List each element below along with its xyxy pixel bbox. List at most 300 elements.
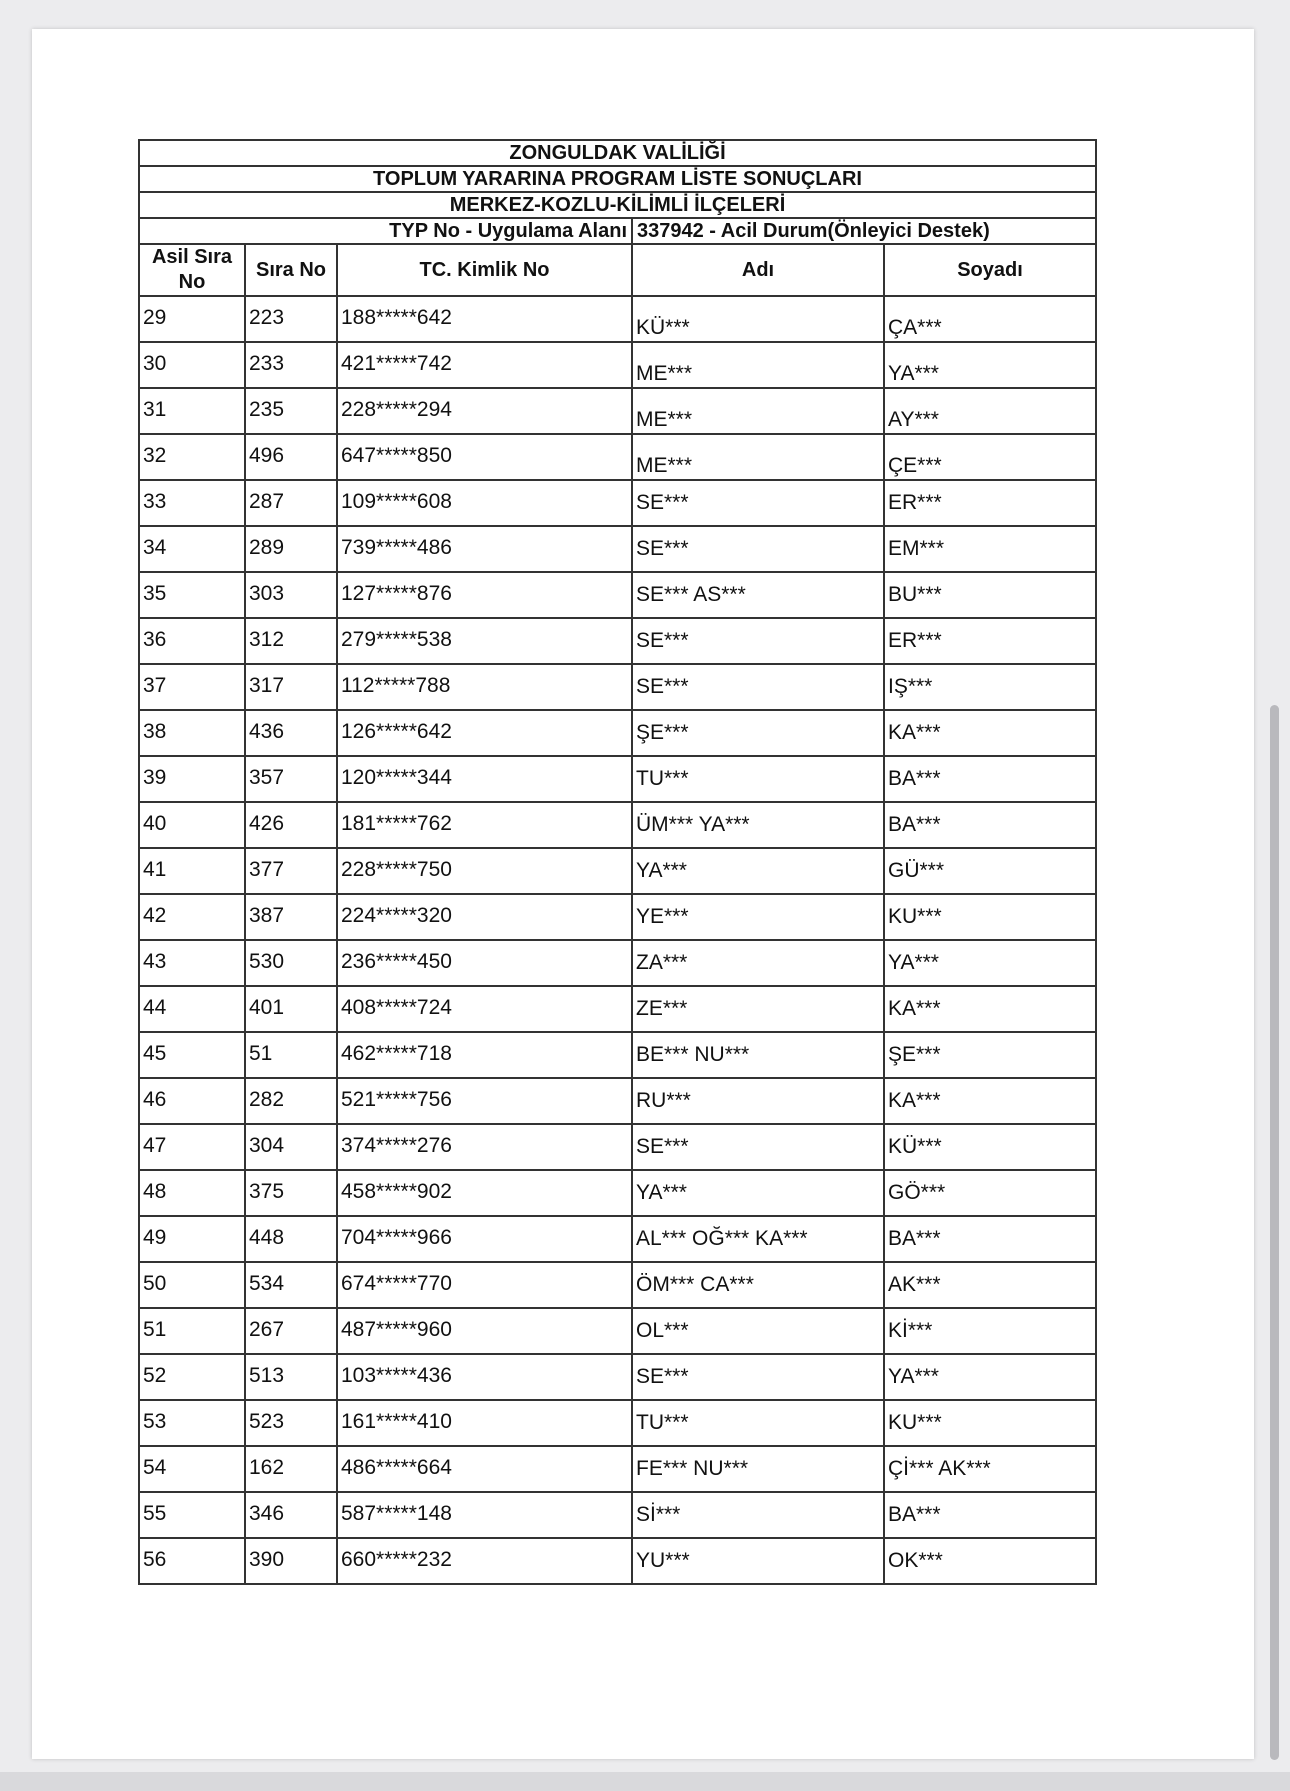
table-row — [139, 296, 1096, 342]
soyadi-cell — [884, 1308, 1096, 1354]
asil-sira-no-cell — [139, 1492, 245, 1538]
tc-kimlik-no-text: 521*****756 — [341, 1088, 452, 1111]
sira-no-text: 317 — [249, 674, 285, 697]
soyadi-cell — [884, 940, 1096, 986]
typ-value: 337942 - Acil Durum(Önleyici Destek) — [632, 218, 1096, 244]
soyadi-text: GÖ*** — [888, 1181, 946, 1204]
soyadi-cell — [884, 480, 1096, 526]
soyadi-text: BA*** — [888, 1503, 941, 1526]
adi-cell — [632, 1032, 884, 1078]
asil-sira-no-cell — [139, 342, 245, 388]
table-row — [139, 434, 1096, 480]
sira-no-cell — [245, 1032, 337, 1078]
sira-no-cell — [245, 1400, 337, 1446]
tc-kimlik-no-cell — [337, 618, 632, 664]
asil-sira-no-text: 51 — [143, 1318, 167, 1341]
asil-sira-no-cell — [139, 572, 245, 618]
tc-kimlik-no-text: 704*****966 — [341, 1226, 452, 1249]
table-row — [139, 664, 1096, 710]
tc-kimlik-no-text: 228*****750 — [341, 858, 452, 881]
tc-kimlik-no-text: 458*****902 — [341, 1180, 452, 1203]
table-row — [139, 1170, 1096, 1216]
soyadi-cell — [884, 664, 1096, 710]
tc-kimlik-no-cell — [337, 1354, 632, 1400]
adi-cell — [632, 756, 884, 802]
adi-cell — [632, 1446, 884, 1492]
adi-text: ME*** — [636, 454, 693, 477]
asil-sira-no-text: 48 — [143, 1180, 167, 1203]
soyadi-cell — [884, 1492, 1096, 1538]
soyadi-text: ŞE*** — [888, 1043, 941, 1066]
adi-cell — [632, 1308, 884, 1354]
asil-sira-no-text: 47 — [143, 1134, 167, 1157]
bottom-edge — [0, 1772, 1290, 1791]
asil-sira-no-text: 46 — [143, 1088, 167, 1111]
asil-sira-no-cell — [139, 986, 245, 1032]
asil-sira-no-cell — [139, 1216, 245, 1262]
asil-sira-no-cell — [139, 940, 245, 986]
column-header-soyadi: Soyadı — [884, 244, 1096, 296]
tc-kimlik-no-text: 647*****850 — [341, 444, 452, 467]
soyadi-cell — [884, 618, 1096, 664]
soyadi-text: KU*** — [888, 905, 942, 928]
soyadi-cell — [884, 1262, 1096, 1308]
adi-text: FE*** NU*** — [636, 1457, 749, 1480]
sira-no-cell — [245, 710, 337, 756]
sira-no-cell — [245, 894, 337, 940]
soyadi-cell — [884, 1170, 1096, 1216]
soyadi-text: KÜ*** — [888, 1135, 942, 1158]
asil-sira-no-text: 50 — [143, 1272, 167, 1295]
adi-cell — [632, 894, 884, 940]
table-row — [139, 1308, 1096, 1354]
adi-cell — [632, 664, 884, 710]
adi-text: SE*** — [636, 675, 689, 698]
column-header-tc-kimlik-no: TC. Kimlik No — [337, 244, 632, 296]
asil-sira-no-cell — [139, 1400, 245, 1446]
sira-no-text: 312 — [249, 628, 285, 651]
tc-kimlik-no-text: 462*****718 — [341, 1042, 452, 1065]
sira-no-cell — [245, 1308, 337, 1354]
tc-kimlik-no-text: 486*****664 — [341, 1456, 452, 1479]
adi-cell — [632, 526, 884, 572]
adi-text: YA*** — [636, 1181, 687, 1204]
soyadi-text: IŞ*** — [888, 675, 933, 698]
sira-no-cell — [245, 1216, 337, 1262]
sira-no-text: 496 — [249, 444, 285, 467]
tc-kimlik-no-cell — [337, 1262, 632, 1308]
sira-no-cell — [245, 986, 337, 1032]
adi-cell — [632, 1492, 884, 1538]
tc-kimlik-no-text: 660*****232 — [341, 1548, 452, 1571]
asil-sira-no-text: 35 — [143, 582, 167, 605]
soyadi-text: KA*** — [888, 721, 941, 744]
adi-cell — [632, 848, 884, 894]
tc-kimlik-no-text: 279*****538 — [341, 628, 452, 651]
adi-cell — [632, 1354, 884, 1400]
tc-kimlik-no-text: 224*****320 — [341, 904, 452, 927]
sira-no-text: 223 — [249, 306, 285, 329]
asil-sira-no-cell — [139, 710, 245, 756]
table-row — [139, 1032, 1096, 1078]
asil-sira-no-cell — [139, 802, 245, 848]
soyadi-text: YA*** — [888, 1365, 939, 1388]
column-header-adi: Adı — [632, 244, 884, 296]
table-row — [139, 526, 1096, 572]
table-row — [139, 1124, 1096, 1170]
asil-sira-no-cell — [139, 756, 245, 802]
table-row — [139, 802, 1096, 848]
sira-no-cell — [245, 388, 337, 434]
adi-text: SE*** — [636, 629, 689, 652]
adi-cell — [632, 388, 884, 434]
sira-no-cell — [245, 664, 337, 710]
tc-kimlik-no-cell — [337, 664, 632, 710]
adi-text: SE*** — [636, 1365, 689, 1388]
adi-text: ÖM*** CA*** — [636, 1273, 754, 1296]
tc-kimlik-no-cell — [337, 1216, 632, 1262]
sira-no-text: 436 — [249, 720, 285, 743]
tc-kimlik-no-text: 161*****410 — [341, 1410, 452, 1433]
tc-kimlik-no-cell — [337, 710, 632, 756]
asil-sira-no-cell — [139, 618, 245, 664]
asil-sira-no-text: 34 — [143, 536, 167, 559]
adi-text: TU*** — [636, 767, 689, 790]
adi-text: Sİ*** — [636, 1503, 681, 1526]
sira-no-text: 401 — [249, 996, 285, 1019]
sira-no-text: 303 — [249, 582, 285, 605]
adi-cell — [632, 572, 884, 618]
soyadi-cell — [884, 296, 1096, 342]
asil-sira-no-text: 49 — [143, 1226, 167, 1249]
tc-kimlik-no-cell — [337, 434, 632, 480]
soyadi-cell — [884, 1354, 1096, 1400]
soyadi-text: Kİ*** — [888, 1319, 933, 1342]
soyadi-cell — [884, 342, 1096, 388]
table-row — [139, 1400, 1096, 1446]
tc-kimlik-no-text: 374*****276 — [341, 1134, 452, 1157]
table-row — [139, 756, 1096, 802]
asil-sira-no-text: 41 — [143, 858, 167, 881]
tc-kimlik-no-text: 228*****294 — [341, 398, 452, 421]
asil-sira-no-text: 54 — [143, 1456, 167, 1479]
tc-kimlik-no-text: 109*****608 — [341, 490, 452, 513]
asil-sira-no-cell — [139, 894, 245, 940]
asil-sira-no-text: 45 — [143, 1042, 167, 1065]
soyadi-text: AY*** — [888, 408, 939, 431]
adi-text: YU*** — [636, 1549, 690, 1572]
adi-text: ZA*** — [636, 951, 688, 974]
tc-kimlik-no-cell — [337, 526, 632, 572]
asil-sira-no-cell — [139, 1538, 245, 1584]
adi-text: YA*** — [636, 859, 687, 882]
adi-cell — [632, 1538, 884, 1584]
asil-sira-no-cell — [139, 664, 245, 710]
soyadi-cell — [884, 894, 1096, 940]
adi-text: ŞE*** — [636, 721, 689, 744]
sira-no-cell — [245, 1262, 337, 1308]
asil-sira-no-cell — [139, 848, 245, 894]
sira-no-text: 282 — [249, 1088, 285, 1111]
tc-kimlik-no-cell — [337, 1124, 632, 1170]
soyadi-text: GÜ*** — [888, 859, 945, 882]
asil-sira-no-cell — [139, 1124, 245, 1170]
sira-no-cell — [245, 1446, 337, 1492]
sira-no-cell — [245, 1354, 337, 1400]
title-program-results: TOPLUM YARARINA PROGRAM LİSTE SONUÇLARI — [139, 166, 1096, 192]
sira-no-text: 534 — [249, 1272, 285, 1295]
tc-kimlik-no-text: 487*****960 — [341, 1318, 452, 1341]
tc-kimlik-no-cell — [337, 986, 632, 1032]
soyadi-cell — [884, 1078, 1096, 1124]
adi-cell — [632, 986, 884, 1032]
asil-sira-no-text: 39 — [143, 766, 167, 789]
asil-sira-no-cell — [139, 388, 245, 434]
tc-kimlik-no-cell — [337, 388, 632, 434]
soyadi-text: YA*** — [888, 362, 939, 385]
sira-no-cell — [245, 1078, 337, 1124]
tc-kimlik-no-cell — [337, 894, 632, 940]
tc-kimlik-no-cell — [337, 848, 632, 894]
sira-no-text: 387 — [249, 904, 285, 927]
sira-no-text: 390 — [249, 1548, 285, 1571]
soyadi-cell — [884, 572, 1096, 618]
tc-kimlik-no-cell — [337, 1446, 632, 1492]
adi-text: OL*** — [636, 1319, 689, 1342]
table-row — [139, 1446, 1096, 1492]
asil-sira-no-text: 55 — [143, 1502, 167, 1525]
adi-text: AL*** OĞ*** KA*** — [636, 1227, 808, 1250]
asil-sira-no-cell — [139, 1078, 245, 1124]
sira-no-cell — [245, 434, 337, 480]
adi-cell — [632, 802, 884, 848]
asil-sira-no-text: 29 — [143, 306, 167, 329]
tc-kimlik-no-cell — [337, 1492, 632, 1538]
soyadi-text: ER*** — [888, 491, 942, 514]
table-row — [139, 388, 1096, 434]
sira-no-text: 289 — [249, 536, 285, 559]
soyadi-text: Çİ*** AK*** — [888, 1457, 991, 1480]
soyadi-text: BA*** — [888, 767, 941, 790]
asil-sira-no-cell — [139, 526, 245, 572]
table-row — [139, 1538, 1096, 1584]
tc-kimlik-no-cell — [337, 342, 632, 388]
soyadi-cell — [884, 802, 1096, 848]
soyadi-cell — [884, 848, 1096, 894]
adi-cell — [632, 296, 884, 342]
sira-no-text: 377 — [249, 858, 285, 881]
asil-sira-no-text: 38 — [143, 720, 167, 743]
table-row — [139, 894, 1096, 940]
adi-text: BE*** NU*** — [636, 1043, 750, 1066]
asil-sira-no-text: 43 — [143, 950, 167, 973]
table-row — [139, 480, 1096, 526]
asil-sira-no-text: 56 — [143, 1548, 167, 1571]
tc-kimlik-no-text: 181*****762 — [341, 812, 452, 835]
soyadi-text: ER*** — [888, 629, 942, 652]
table-row — [139, 940, 1096, 986]
asil-sira-no-text: 33 — [143, 490, 167, 513]
soyadi-text: OK*** — [888, 1549, 943, 1572]
adi-text: SE*** AS*** — [636, 583, 746, 606]
results-table — [138, 139, 1097, 1585]
tc-kimlik-no-cell — [337, 1308, 632, 1354]
tc-kimlik-no-cell — [337, 1538, 632, 1584]
tc-kimlik-no-text: 421*****742 — [341, 352, 452, 375]
tc-kimlik-no-cell — [337, 296, 632, 342]
adi-cell — [632, 618, 884, 664]
soyadi-text: BU*** — [888, 583, 942, 606]
tc-kimlik-no-cell — [337, 572, 632, 618]
table-row — [139, 848, 1096, 894]
soyadi-text: BA*** — [888, 813, 941, 836]
table-row — [139, 342, 1096, 388]
asil-sira-no-text: 44 — [143, 996, 167, 1019]
tc-kimlik-no-text: 103*****436 — [341, 1364, 452, 1387]
table-row — [139, 1262, 1096, 1308]
asil-sira-no-text: 37 — [143, 674, 167, 697]
asil-sira-no-text: 42 — [143, 904, 167, 927]
sira-no-text: 233 — [249, 352, 285, 375]
adi-text: TU*** — [636, 1411, 689, 1434]
adi-text: ME*** — [636, 362, 693, 385]
adi-text: ÜM*** YA*** — [636, 813, 750, 836]
title-districts: MERKEZ-KOZLU-KİLİMLİ İLÇELERİ — [139, 192, 1096, 218]
sira-no-text: 304 — [249, 1134, 285, 1157]
tc-kimlik-no-text: 408*****724 — [341, 996, 452, 1019]
tc-kimlik-no-cell — [337, 1400, 632, 1446]
sira-no-text: 287 — [249, 490, 285, 513]
sira-no-cell — [245, 296, 337, 342]
adi-cell — [632, 1078, 884, 1124]
adi-cell — [632, 1124, 884, 1170]
soyadi-cell — [884, 434, 1096, 480]
sira-no-cell — [245, 940, 337, 986]
table-row — [139, 1078, 1096, 1124]
table-row — [139, 1492, 1096, 1538]
soyadi-cell — [884, 526, 1096, 572]
asil-sira-no-text: 32 — [143, 444, 167, 467]
sira-no-text: 523 — [249, 1410, 285, 1433]
adi-text: SE*** — [636, 537, 689, 560]
sira-no-cell — [245, 1124, 337, 1170]
soyadi-text: KA*** — [888, 1089, 941, 1112]
sira-no-text: 162 — [249, 1456, 285, 1479]
sira-no-cell — [245, 802, 337, 848]
sira-no-cell — [245, 618, 337, 664]
asil-sira-no-cell — [139, 1262, 245, 1308]
sira-no-text: 267 — [249, 1318, 285, 1341]
tc-kimlik-no-cell — [337, 480, 632, 526]
typ-label: TYP No - Uygulama Alanı — [139, 218, 632, 244]
soyadi-cell — [884, 1400, 1096, 1446]
adi-cell — [632, 940, 884, 986]
asil-sira-no-text: 53 — [143, 1410, 167, 1433]
adi-text: SE*** — [636, 491, 689, 514]
asil-sira-no-text: 30 — [143, 352, 167, 375]
asil-sira-no-cell — [139, 1446, 245, 1492]
sira-no-cell — [245, 1492, 337, 1538]
asil-sira-no-text: 52 — [143, 1364, 167, 1387]
tc-kimlik-no-cell — [337, 1078, 632, 1124]
sira-no-cell — [245, 1170, 337, 1216]
soyadi-text: ÇA*** — [888, 316, 942, 339]
column-header-sira-no: Sıra No — [245, 244, 337, 296]
tc-kimlik-no-cell — [337, 1032, 632, 1078]
tc-kimlik-no-text: 120*****344 — [341, 766, 452, 789]
soyadi-cell — [884, 1538, 1096, 1584]
table-row — [139, 1216, 1096, 1262]
adi-cell — [632, 342, 884, 388]
tc-kimlik-no-text: 188*****642 — [341, 306, 452, 329]
asil-sira-no-text: 31 — [143, 398, 167, 421]
tc-kimlik-no-cell — [337, 802, 632, 848]
sira-no-cell — [245, 848, 337, 894]
sira-no-text: 530 — [249, 950, 285, 973]
soyadi-text: YA*** — [888, 951, 939, 974]
sira-no-text: 357 — [249, 766, 285, 789]
asil-sira-no-cell — [139, 1170, 245, 1216]
adi-text: ME*** — [636, 408, 693, 431]
vertical-scrollbar[interactable] — [1270, 705, 1279, 1760]
adi-cell — [632, 434, 884, 480]
soyadi-cell — [884, 710, 1096, 756]
sira-no-text: 375 — [249, 1180, 285, 1203]
sira-no-text: 426 — [249, 812, 285, 835]
soyadi-text: ÇE*** — [888, 454, 942, 477]
adi-text: SE*** — [636, 1135, 689, 1158]
soyadi-text: KU*** — [888, 1411, 942, 1434]
soyadi-cell — [884, 1446, 1096, 1492]
tc-kimlik-no-text: 127*****876 — [341, 582, 452, 605]
table-row — [139, 986, 1096, 1032]
table-row — [139, 572, 1096, 618]
tc-kimlik-no-text: 587*****148 — [341, 1502, 452, 1525]
tc-kimlik-no-cell — [337, 940, 632, 986]
soyadi-text: BA*** — [888, 1227, 941, 1250]
tc-kimlik-no-text: 236*****450 — [341, 950, 452, 973]
sira-no-cell — [245, 572, 337, 618]
adi-text: YE*** — [636, 905, 689, 928]
asil-sira-no-cell — [139, 1308, 245, 1354]
soyadi-text: AK*** — [888, 1273, 941, 1296]
asil-sira-no-cell — [139, 434, 245, 480]
adi-cell — [632, 1262, 884, 1308]
table-row — [139, 710, 1096, 756]
soyadi-cell — [884, 756, 1096, 802]
asil-sira-no-cell — [139, 296, 245, 342]
sira-no-text: 235 — [249, 398, 285, 421]
tc-kimlik-no-text: 674*****770 — [341, 1272, 452, 1295]
sira-no-text: 448 — [249, 1226, 285, 1249]
table-row — [139, 1354, 1096, 1400]
sira-no-cell — [245, 480, 337, 526]
soyadi-cell — [884, 986, 1096, 1032]
sira-no-cell — [245, 756, 337, 802]
adi-cell — [632, 710, 884, 756]
adi-cell — [632, 480, 884, 526]
tc-kimlik-no-text: 126*****642 — [341, 720, 452, 743]
table-row — [139, 618, 1096, 664]
soyadi-cell — [884, 1032, 1096, 1078]
tc-kimlik-no-cell — [337, 756, 632, 802]
adi-text: KÜ*** — [636, 316, 690, 339]
adi-cell — [632, 1216, 884, 1262]
tc-kimlik-no-text: 739*****486 — [341, 536, 452, 559]
asil-sira-no-text: 36 — [143, 628, 167, 651]
soyadi-cell — [884, 1124, 1096, 1170]
column-header-asil-sira-no: Asil Sıra No — [139, 244, 245, 296]
